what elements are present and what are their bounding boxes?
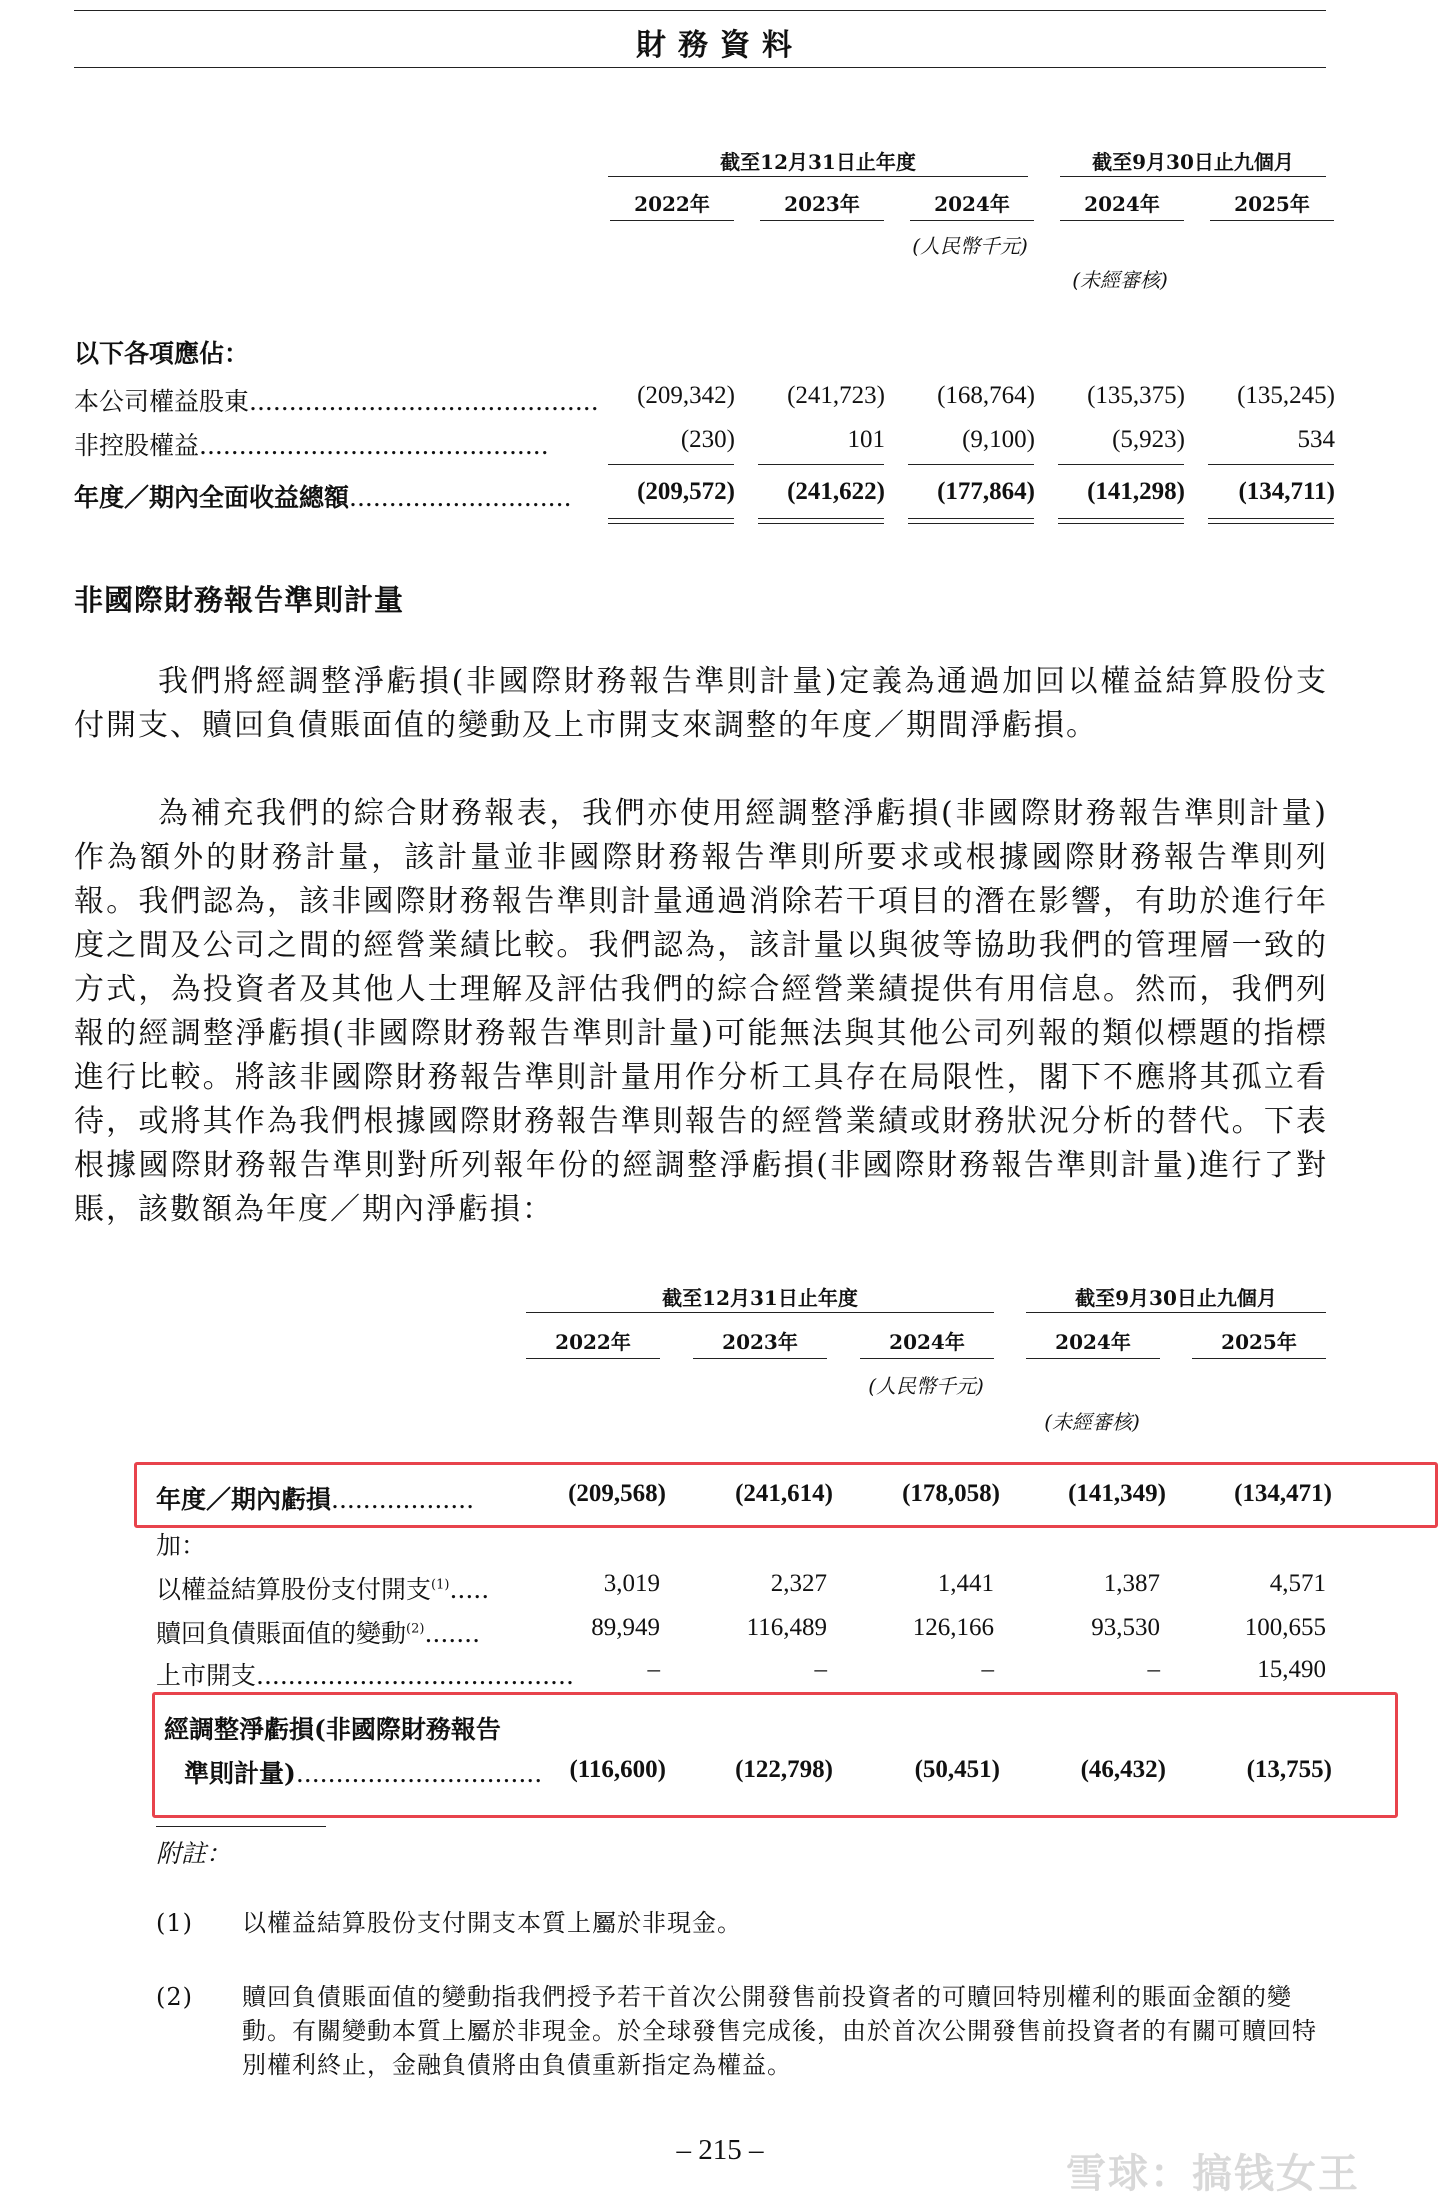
table1-total-double-rule xyxy=(608,518,734,524)
table2-net-loss-cell: (134,471) xyxy=(1234,1480,1332,1507)
table2-cell: – xyxy=(814,1656,827,1683)
table2-cell: – xyxy=(981,1656,994,1683)
table2-unit: (人民幣千元) xyxy=(868,1374,984,1398)
table2-unaudited: (未經審核) xyxy=(1044,1410,1140,1434)
table2-adjusted-label-line1: 經調整淨虧損(非國際財務報告 xyxy=(164,1715,501,1744)
footnote-rule xyxy=(156,1826,326,1827)
table2-group-fy: 截至12月31日止年度 xyxy=(662,1286,858,1310)
note-number: (2) xyxy=(156,1983,193,2011)
table2-net-loss-cell: (241,614) xyxy=(735,1480,833,1507)
table2-year-rule xyxy=(860,1358,994,1359)
table1-cell: (135,375) xyxy=(1087,382,1185,409)
table2-cell: 3,019 xyxy=(603,1570,660,1597)
table2-row-label: 上市開支........................................ xyxy=(156,1661,574,1690)
table2-cell: 89,949 xyxy=(591,1614,660,1641)
table1-year-rule xyxy=(1210,220,1334,221)
table1-unaudited: (未經審核) xyxy=(1072,268,1168,292)
table2-row-label: 以權益結算股份支付開支$^{(1)}$..... xyxy=(156,1575,490,1604)
table1-cell: 534 xyxy=(1297,426,1335,453)
table1-year-2025-9m: 2025年 xyxy=(1234,192,1310,216)
table2-year-rule xyxy=(1026,1358,1160,1359)
table1-cell: (135,245) xyxy=(1237,382,1335,409)
table1-year-2024: 2024年 xyxy=(934,192,1010,216)
table1-attrib-heading: 以下各項應佔： xyxy=(74,339,250,368)
table1-year-2023: 2023年 xyxy=(784,192,860,216)
table2-cell: 2,327 xyxy=(770,1570,827,1597)
notes-heading: 附註： xyxy=(156,1839,232,1868)
section-title: 非國際財務報告準則計量 xyxy=(74,583,405,617)
note-text: 贖回負債賬面值的變動指我們授予若干首次公開發售前投資者的可贖回特別權利的賬面金額的變動。有關變動本質上屬於非現金。於全球發售完成後，由於首次公開發售前投資者的有關可贖回特別權利終止，金融負債將由負債重新指定為權益。 xyxy=(242,1983,1317,2079)
table2-adjusted-cell: (46,432) xyxy=(1080,1756,1166,1783)
paragraph-explanation: 為補充我們的綜合財務報表，我們亦使用經調整淨虧損(非國際財務報告準則計量)作為額外的財務計量，該計量並非國際財務報告準則所要求或根據國際財務報告準則列報。我們認為，該非國際財務報告準則計量通過消除若干項目的潛在影響，有助於進行年度之間及公司之間的經營業績比較。我們認為，該計量以與彼等協助我們的管理層一致的方式，為投資者及其他人士理解及評估我們的綜合經營業績提供有用信息。然而，我們列報的經調整淨虧損(非國際財務報告準則計量)可能無法與其他公司列報的類似標題的指標進行比較。將該非國際財務報告準則計量用作分析工具存在局限性，閣下不應將其孤立看待，或將其作為我們根據國際財務報告準則報告的經營業績或財務狀況分析的替代。下表根據國際財務報告準則對所列報年份的經調整淨虧損(非國際財務報告準則計量)進行了對賬，該數額為年度／期內淨虧損： xyxy=(74,796,1328,1227)
table2-adjusted-cell: (122,798) xyxy=(735,1756,833,1783)
table2-year-2025-9m: 2025年 xyxy=(1221,1330,1297,1354)
table2-group-9m: 截至9月30日止九個月 xyxy=(1075,1286,1277,1310)
table2-adjusted-cell: (50,451) xyxy=(914,1756,1000,1783)
table2-year-2022: 2022年 xyxy=(555,1330,631,1354)
note-text: 以權益結算股份支付開支本質上屬於非現金。 xyxy=(242,1909,742,1937)
table2-row-label: 贖回負債賬面值的變動$^{(2)}$....... xyxy=(156,1619,481,1648)
table1-cell: 101 xyxy=(847,426,885,453)
table2-cell: 116,489 xyxy=(746,1614,827,1641)
table1-year-rule xyxy=(760,220,884,221)
table1-year-2022: 2022年 xyxy=(634,192,710,216)
table2-year-rule xyxy=(693,1358,827,1359)
table1-total-cell: (134,711) xyxy=(1238,478,1335,505)
table2-adjusted-cell: (13,755) xyxy=(1246,1756,1332,1783)
table1-cell: (209,342) xyxy=(637,382,735,409)
table1-subtotal-rule xyxy=(608,464,734,465)
table2-cell: 100,655 xyxy=(1244,1614,1326,1641)
note-number: (1) xyxy=(156,1909,193,1937)
table1-total-cell: (209,572) xyxy=(637,478,735,505)
table1-year-rule xyxy=(1060,220,1184,221)
table1-total-cell: (177,864) xyxy=(937,478,1035,505)
table1-total-cell: (241,622) xyxy=(787,478,885,505)
table1-total-double-rule xyxy=(908,518,1034,524)
table2-cell: 1,387 xyxy=(1103,1570,1160,1597)
table2-adjusted-label-line2: 準則計量)............................... xyxy=(184,1759,543,1788)
table1-year-2024-9m: 2024年 xyxy=(1084,192,1160,216)
table1-cell: (9,100) xyxy=(962,426,1035,453)
table2-net-loss-cell: (141,349) xyxy=(1068,1480,1166,1507)
table2-group-9m-rule xyxy=(1026,1312,1326,1313)
table2-year-2023: 2023年 xyxy=(722,1330,798,1354)
table1-year-rule xyxy=(610,220,734,221)
paragraph-definition: 我們將經調整淨虧損(非國際財務報告準則計量)定義為通過加回以權益結算股份支付開支、贖回負債賬面值的變動及上市開支來調整的年度／期間淨虧損。 xyxy=(74,664,1328,743)
table2-adjusted-cell: (116,600) xyxy=(569,1756,666,1783)
table1-year-rule xyxy=(910,220,1034,221)
table1-group-fy: 截至12月31日止年度 xyxy=(720,150,916,174)
table2-year-2024-9m: 2024年 xyxy=(1055,1330,1131,1354)
table1-subtotal-rule xyxy=(908,464,1034,465)
table1-total-double-rule xyxy=(1058,518,1184,524)
table1-total-double-rule xyxy=(1208,518,1334,524)
table1-total-cell: (141,298) xyxy=(1087,478,1185,505)
table1-subtotal-rule xyxy=(1208,464,1334,465)
table2-cell: 15,490 xyxy=(1257,1656,1326,1683)
table2-cell: 126,166 xyxy=(912,1614,994,1641)
table1-total-label: 年度／期內全面收益總額............................ xyxy=(74,483,572,512)
table2-net-loss-cell: (178,058) xyxy=(902,1480,1000,1507)
table1-subtotal-rule xyxy=(758,464,884,465)
table2-cell: 1,441 xyxy=(937,1570,994,1597)
table1-row-label: 本公司權益股東............................................ xyxy=(74,387,599,416)
table1-cell: (5,923) xyxy=(1112,426,1185,453)
table2-group-fy-rule xyxy=(526,1312,994,1313)
table2-add-label: 加： xyxy=(156,1531,207,1560)
table1-subtotal-rule xyxy=(1058,464,1184,465)
table2-year-rule xyxy=(1192,1358,1326,1359)
table2-cell: – xyxy=(647,1656,660,1683)
table2-cell: 93,530 xyxy=(1091,1614,1160,1641)
table1-cell: (241,723) xyxy=(787,382,885,409)
table2-cell: – xyxy=(1147,1656,1160,1683)
table2-cell: 4,571 xyxy=(1269,1570,1326,1597)
table1-group-fy-rule xyxy=(608,176,1028,177)
table1-row-label: 非控股權益............................................ xyxy=(74,431,549,460)
page-title: 財務資料 xyxy=(636,28,804,63)
table2-year-rule xyxy=(526,1358,660,1359)
table2-net-loss-label: 年度／期內虧損.................. xyxy=(156,1485,475,1514)
table1-total-double-rule xyxy=(758,518,884,524)
table1-unit: (人民幣千元) xyxy=(912,234,1028,258)
table2-year-2024: 2024年 xyxy=(889,1330,965,1354)
table2-net-loss-cell: (209,568) xyxy=(568,1480,666,1507)
table1-cell: (168,764) xyxy=(937,382,1035,409)
table1-group-9m-rule xyxy=(1060,176,1326,177)
watermark: 雪球：搞钱女王 xyxy=(1066,2151,1360,2197)
table1-group-9m: 截至9月30日止九個月 xyxy=(1092,150,1294,174)
table1-cell: (230) xyxy=(680,426,735,453)
page-number: – 215 – xyxy=(676,2134,764,2166)
